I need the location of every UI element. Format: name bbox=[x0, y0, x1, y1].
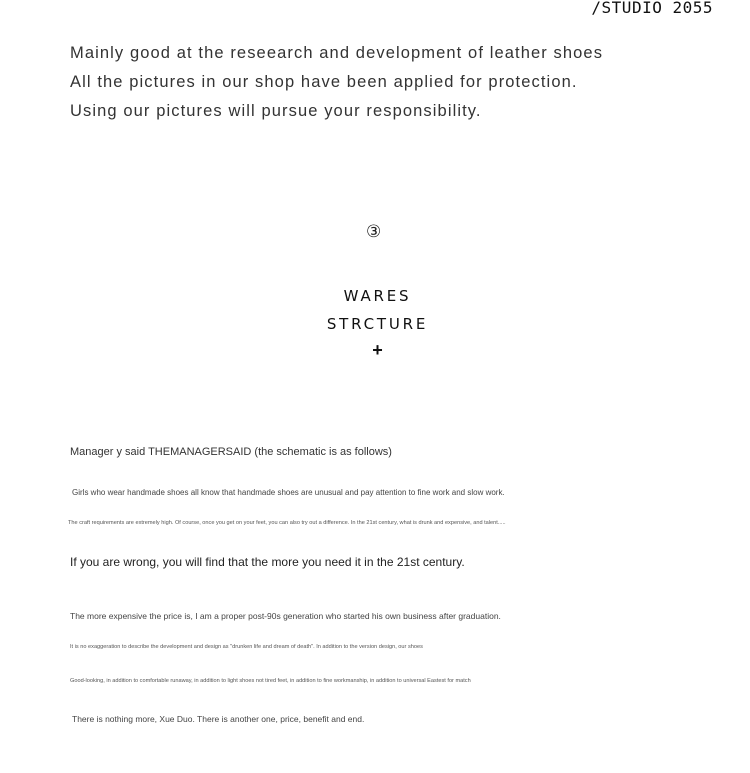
section-title-line-1: WARES bbox=[343, 287, 412, 305]
paragraph-good-looking: Good-looking, in addition to comfortable runaway, in addition to light shoes not tired feet, in addition to fine workmanship, in addition to universal Eastest for match bbox=[70, 678, 471, 684]
section-number: ③ bbox=[366, 222, 382, 241]
section-title-line-2: STRCTURE bbox=[326, 315, 429, 333]
studio-label: /STUDIO 2055 bbox=[591, 0, 713, 17]
paragraph-price: The more expensive the price is, I am a proper post-90s generation who started his own business after graduation. bbox=[70, 611, 501, 621]
paragraph-girls: Girls who wear handmade shoes all know that handmade shoes are unusual and pay attention to fine work and slow work. bbox=[72, 488, 505, 497]
paragraph-wrong: If you are wrong, you will find that the more you need it in the 21st century. bbox=[70, 555, 465, 569]
paragraph-craft: The craft requirements are extremely high. Of course, once you get on your feet, you can also try out a difference. In the 21st century, what is drunk and expensive, and talent..... bbox=[68, 520, 506, 526]
paragraph-nothing-more: There is nothing more, Xue Duo. There is another one, price, benefit and end. bbox=[72, 714, 365, 724]
intro-line-2: All the pictures in our shop have been applied for protection. bbox=[70, 73, 578, 91]
intro-line-1: Mainly good at the reseearch and development of leather shoes bbox=[70, 44, 604, 62]
plus-icon: + bbox=[372, 340, 383, 360]
paragraph-design: It is no exaggeration to describe the development and design as "drunken life and dream of death". In addition to the version design, our shoes bbox=[70, 644, 423, 650]
paragraph-manager: Manager y said THEMANAGERSAID (the schematic is as follows) bbox=[70, 446, 392, 458]
intro-line-3: Using our pictures will pursue your responsibility. bbox=[70, 102, 482, 120]
